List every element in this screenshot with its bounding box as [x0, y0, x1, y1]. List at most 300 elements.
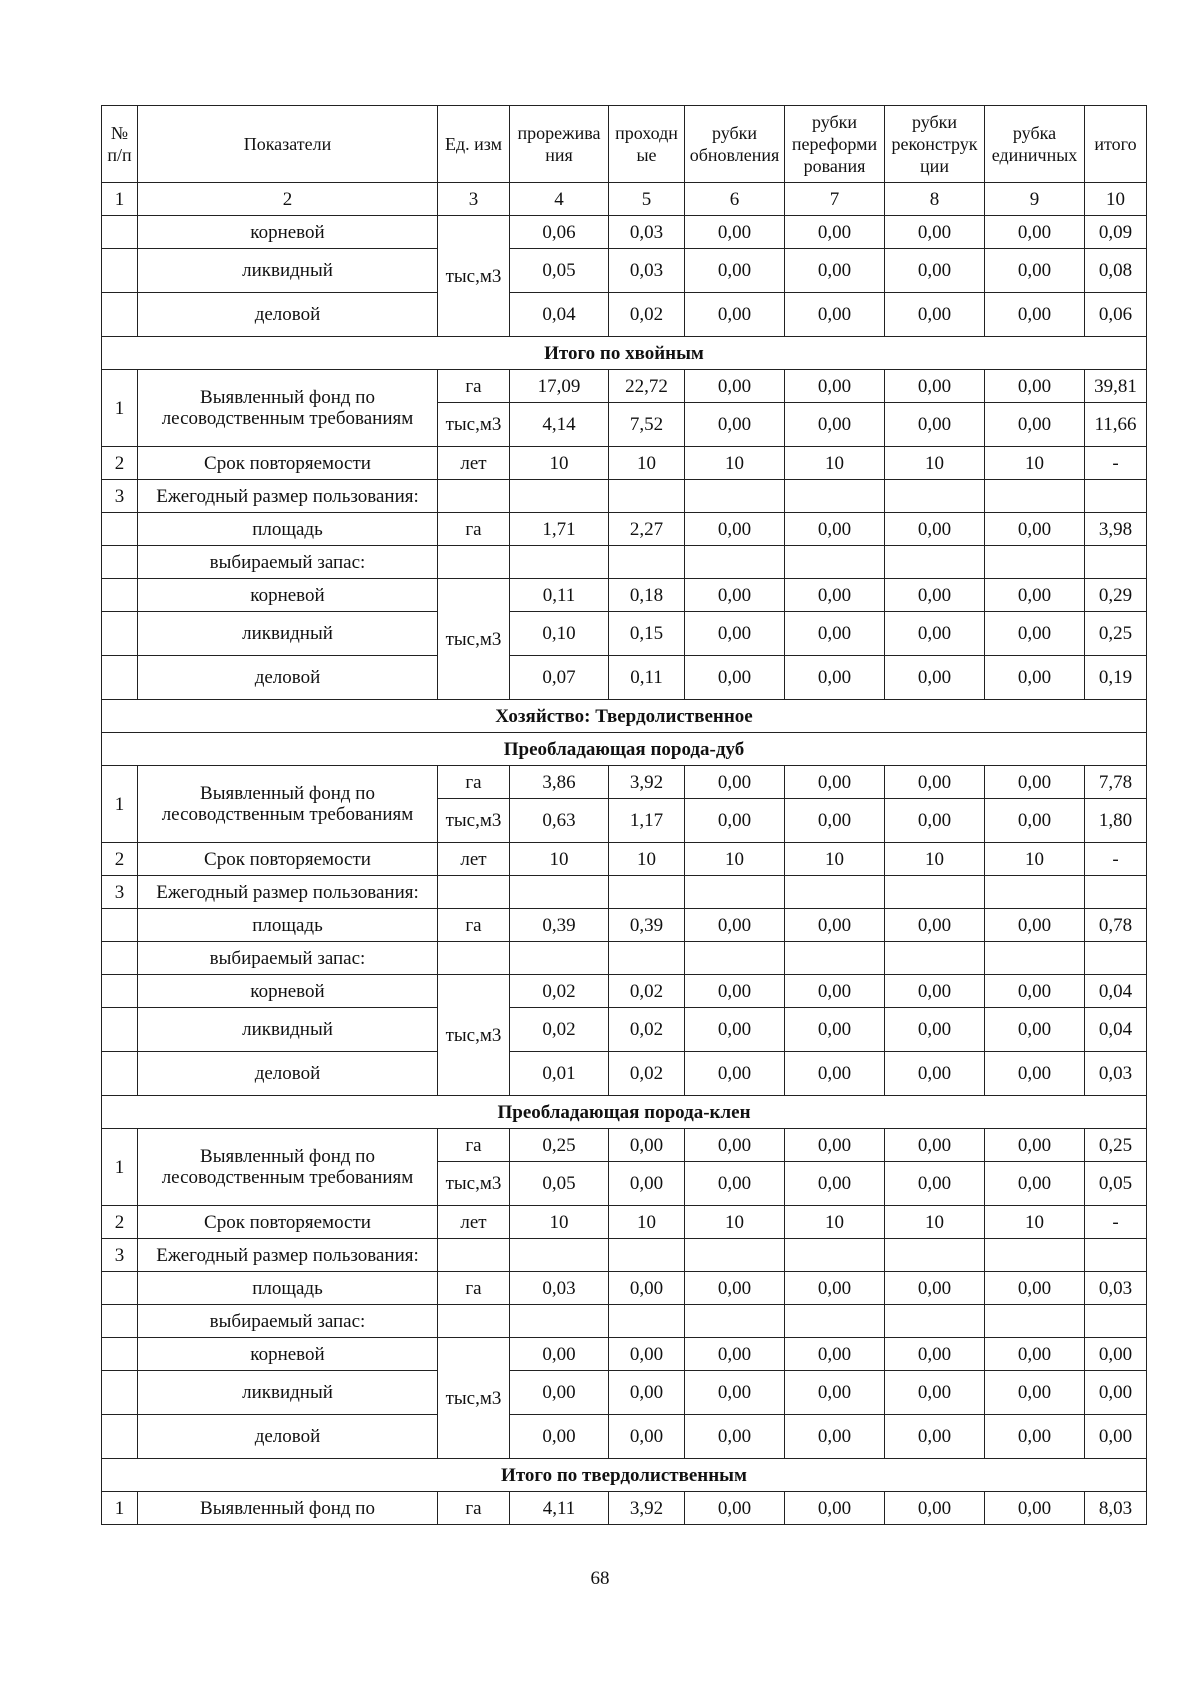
- empty-cell: [510, 876, 609, 909]
- row-number: 2: [102, 1206, 138, 1239]
- row-number: 3: [102, 1239, 138, 1272]
- value-cell: 10: [885, 1206, 985, 1239]
- value-cell: 0,00: [885, 370, 985, 403]
- table-row: [102, 876, 1147, 909]
- value-cell: 0,00: [985, 1371, 1085, 1415]
- section-title: Преобладающая порода-дуб: [102, 733, 1147, 766]
- value-cell: 10: [510, 843, 609, 876]
- value-cell: 0,00: [685, 1338, 785, 1371]
- value-cell: 0,00: [685, 403, 785, 447]
- value-cell: 0,02: [609, 1052, 685, 1096]
- table-row: [102, 656, 1147, 700]
- value-cell: 0,00: [885, 1052, 985, 1096]
- column-header: итого: [1085, 106, 1147, 183]
- value-cell: 10: [785, 1206, 885, 1239]
- empty-cell: [102, 1338, 138, 1371]
- value-cell: 0,00: [885, 293, 985, 337]
- column-number: 4: [510, 183, 609, 216]
- value-cell: 0,02: [609, 293, 685, 337]
- empty-cell: [510, 1239, 609, 1272]
- value-cell: 0,00: [985, 1492, 1085, 1525]
- empty-cell: [102, 249, 138, 293]
- column-header: рубка единичных: [985, 106, 1085, 183]
- table-row: [102, 766, 1147, 799]
- value-cell: 0,00: [609, 1272, 685, 1305]
- column-number: 8: [885, 183, 985, 216]
- empty-cell: [102, 579, 138, 612]
- value-cell: 0,00: [609, 1371, 685, 1415]
- value-cell: 0,00: [985, 1008, 1085, 1052]
- value-cell: 0,00: [785, 975, 885, 1008]
- value-cell: 4,14: [510, 403, 609, 447]
- empty-cell: [510, 480, 609, 513]
- table-row: [102, 975, 1147, 1008]
- table-row: [102, 1415, 1147, 1459]
- value-cell: 0,00: [785, 766, 885, 799]
- empty-cell: [685, 546, 785, 579]
- table-row: [102, 909, 1147, 942]
- empty-cell: [1085, 942, 1147, 975]
- value-cell: 0,00: [609, 1338, 685, 1371]
- unit-cell: тыс,м3: [438, 579, 510, 700]
- column-header: проходн ые: [609, 106, 685, 183]
- empty-cell: [102, 909, 138, 942]
- value-cell: 0,00: [609, 1415, 685, 1459]
- value-cell: 0,39: [510, 909, 609, 942]
- value-cell: 0,00: [685, 656, 785, 700]
- value-cell: 0,00: [785, 612, 885, 656]
- value-cell: 0,00: [885, 1492, 985, 1525]
- indicator-label: Ежегодный размер пользования:: [138, 1239, 438, 1272]
- value-cell: 0,00: [985, 1052, 1085, 1096]
- empty-cell: [985, 1305, 1085, 1338]
- empty-cell: [685, 876, 785, 909]
- value-cell: 0,00: [885, 1338, 985, 1371]
- table-row: [102, 843, 1147, 876]
- value-cell: 0,00: [985, 216, 1085, 249]
- indicator-label: Выявленный фонд по лесоводственным требованиям: [138, 1129, 438, 1206]
- table-row: [102, 1371, 1147, 1415]
- value-cell: 0,00: [785, 1492, 885, 1525]
- value-cell: 0,00: [685, 612, 785, 656]
- section-row: [102, 700, 1147, 733]
- value-cell: 0,00: [785, 1371, 885, 1415]
- value-cell: 0,00: [510, 1415, 609, 1459]
- value-cell: 10: [609, 447, 685, 480]
- column-header: Ед. изм: [438, 106, 510, 183]
- empty-cell: [885, 1305, 985, 1338]
- value-cell: -: [1085, 1206, 1147, 1239]
- value-cell: 0,00: [785, 1162, 885, 1206]
- value-cell: 0,00: [985, 1162, 1085, 1206]
- unit-cell: га: [438, 1129, 510, 1162]
- value-cell: 0,02: [510, 975, 609, 1008]
- indicator-label: корневой: [138, 579, 438, 612]
- value-cell: 0,00: [685, 1129, 785, 1162]
- value-cell: 0,00: [885, 1129, 985, 1162]
- unit-cell: лет: [438, 447, 510, 480]
- value-cell: 7,78: [1085, 766, 1147, 799]
- row-number: 3: [102, 480, 138, 513]
- section-row: [102, 337, 1147, 370]
- value-cell: 0,00: [685, 766, 785, 799]
- value-cell: 22,72: [609, 370, 685, 403]
- value-cell: 0,06: [1085, 293, 1147, 337]
- table-row: [102, 447, 1147, 480]
- value-cell: 0,00: [785, 513, 885, 546]
- value-cell: 0,25: [1085, 1129, 1147, 1162]
- value-cell: 3,92: [609, 766, 685, 799]
- indicator-label: корневой: [138, 216, 438, 249]
- value-cell: 0,19: [1085, 656, 1147, 700]
- row-number: 1: [102, 370, 138, 447]
- value-cell: 10: [685, 1206, 785, 1239]
- value-cell: 0,00: [785, 656, 885, 700]
- unit-cell: га: [438, 909, 510, 942]
- value-cell: 0,03: [609, 249, 685, 293]
- value-cell: 0,00: [785, 370, 885, 403]
- value-cell: 0,11: [510, 579, 609, 612]
- empty-cell: [785, 876, 885, 909]
- empty-cell: [609, 480, 685, 513]
- unit-cell: га: [438, 370, 510, 403]
- indicator-label: Срок повторяемости: [138, 447, 438, 480]
- empty-cell: [102, 216, 138, 249]
- empty-cell: [102, 612, 138, 656]
- value-cell: 0,00: [785, 1415, 885, 1459]
- table-row: [102, 216, 1147, 249]
- value-cell: 3,86: [510, 766, 609, 799]
- column-number-row: [102, 183, 1147, 216]
- value-cell: 0,00: [885, 612, 985, 656]
- value-cell: 0,00: [885, 1162, 985, 1206]
- value-cell: 1,17: [609, 799, 685, 843]
- value-cell: 0,00: [985, 799, 1085, 843]
- value-cell: 0,00: [885, 1272, 985, 1305]
- empty-cell: [102, 513, 138, 546]
- empty-cell: [685, 480, 785, 513]
- empty-cell: [102, 1305, 138, 1338]
- table-row: [102, 1239, 1147, 1272]
- value-cell: 0,00: [985, 403, 1085, 447]
- empty-cell: [510, 1305, 609, 1338]
- column-header: № п/п: [102, 106, 138, 183]
- value-cell: 10: [609, 1206, 685, 1239]
- empty-cell: [102, 1415, 138, 1459]
- empty-cell: [438, 942, 510, 975]
- value-cell: 0,00: [985, 1338, 1085, 1371]
- value-cell: 0,00: [1085, 1415, 1147, 1459]
- value-cell: 0,78: [1085, 909, 1147, 942]
- value-cell: 0,18: [609, 579, 685, 612]
- value-cell: 0,00: [685, 513, 785, 546]
- value-cell: -: [1085, 447, 1147, 480]
- row-number: 2: [102, 447, 138, 480]
- unit-cell: га: [438, 1272, 510, 1305]
- row-number: 2: [102, 843, 138, 876]
- table-row: [102, 942, 1147, 975]
- row-number: 3: [102, 876, 138, 909]
- value-cell: 0,10: [510, 612, 609, 656]
- value-cell: 3,92: [609, 1492, 685, 1525]
- value-cell: 0,07: [510, 656, 609, 700]
- column-number: 6: [685, 183, 785, 216]
- indicator-label: деловой: [138, 1415, 438, 1459]
- empty-cell: [685, 942, 785, 975]
- unit-cell: лет: [438, 1206, 510, 1239]
- empty-cell: [785, 1239, 885, 1272]
- section-title: Хозяйство: Твердолиственное: [102, 700, 1147, 733]
- indicator-label: деловой: [138, 656, 438, 700]
- value-cell: 1,71: [510, 513, 609, 546]
- value-cell: 0,00: [785, 403, 885, 447]
- table-body: [102, 106, 1147, 1525]
- value-cell: 10: [510, 447, 609, 480]
- value-cell: 0,00: [785, 1338, 885, 1371]
- value-cell: 8,03: [1085, 1492, 1147, 1525]
- empty-cell: [985, 546, 1085, 579]
- value-cell: 0,00: [985, 513, 1085, 546]
- unit-cell: га: [438, 1492, 510, 1525]
- table-row: [102, 480, 1147, 513]
- value-cell: 0,00: [985, 1415, 1085, 1459]
- unit-cell: тыс,м3: [438, 975, 510, 1096]
- value-cell: 10: [685, 447, 785, 480]
- value-cell: 10: [985, 1206, 1085, 1239]
- value-cell: 0,39: [609, 909, 685, 942]
- unit-cell: тыс,м3: [438, 1338, 510, 1459]
- value-cell: 0,00: [685, 216, 785, 249]
- value-cell: 0,00: [510, 1338, 609, 1371]
- unit-cell: лет: [438, 843, 510, 876]
- empty-cell: [1085, 480, 1147, 513]
- value-cell: 0,00: [785, 216, 885, 249]
- empty-cell: [609, 1239, 685, 1272]
- value-cell: 0,00: [985, 656, 1085, 700]
- value-cell: 0,03: [510, 1272, 609, 1305]
- unit-cell: га: [438, 513, 510, 546]
- empty-cell: [102, 1008, 138, 1052]
- value-cell: 0,05: [1085, 1162, 1147, 1206]
- value-cell: 0,08: [1085, 249, 1147, 293]
- value-cell: 4,11: [510, 1492, 609, 1525]
- value-cell: 10: [785, 843, 885, 876]
- value-cell: 0,00: [785, 579, 885, 612]
- value-cell: 10: [985, 447, 1085, 480]
- empty-cell: [102, 975, 138, 1008]
- unit-cell: га: [438, 766, 510, 799]
- value-cell: 0,05: [510, 249, 609, 293]
- value-cell: 0,02: [609, 1008, 685, 1052]
- value-cell: 0,00: [1085, 1338, 1147, 1371]
- value-cell: 0,05: [510, 1162, 609, 1206]
- unit-cell: тыс,м3: [438, 403, 510, 447]
- empty-cell: [1085, 546, 1147, 579]
- table-row: [102, 579, 1147, 612]
- value-cell: 0,00: [785, 799, 885, 843]
- value-cell: 0,00: [685, 370, 785, 403]
- column-number: 10: [1085, 183, 1147, 216]
- table-row: [102, 1305, 1147, 1338]
- value-cell: 0,29: [1085, 579, 1147, 612]
- value-cell: 0,04: [1085, 975, 1147, 1008]
- value-cell: 0,00: [685, 579, 785, 612]
- value-cell: 0,00: [985, 1129, 1085, 1162]
- value-cell: 0,63: [510, 799, 609, 843]
- value-cell: 0,00: [785, 1052, 885, 1096]
- empty-cell: [685, 1305, 785, 1338]
- value-cell: 3,98: [1085, 513, 1147, 546]
- value-cell: 0,00: [685, 1371, 785, 1415]
- section-row: [102, 733, 1147, 766]
- table-row: [102, 1008, 1147, 1052]
- value-cell: 0,00: [885, 1371, 985, 1415]
- indicator-label: площадь: [138, 1272, 438, 1305]
- value-cell: 0,00: [785, 249, 885, 293]
- value-cell: 0,00: [885, 975, 985, 1008]
- empty-cell: [510, 546, 609, 579]
- section-title: Итого по твердолиственным: [102, 1459, 1147, 1492]
- empty-cell: [785, 546, 885, 579]
- value-cell: 10: [885, 447, 985, 480]
- indicator-label: Ежегодный размер пользования:: [138, 876, 438, 909]
- value-cell: 0,00: [785, 909, 885, 942]
- table-row: [102, 612, 1147, 656]
- empty-cell: [885, 1239, 985, 1272]
- table-row: [102, 1338, 1147, 1371]
- value-cell: 0,03: [609, 216, 685, 249]
- value-cell: -: [1085, 843, 1147, 876]
- value-cell: 0,25: [510, 1129, 609, 1162]
- unit-cell: тыс,м3: [438, 799, 510, 843]
- value-cell: 10: [785, 447, 885, 480]
- empty-cell: [1085, 876, 1147, 909]
- table-row: [102, 546, 1147, 579]
- indicator-label: Выявленный фонд по лесоводственным требованиям: [138, 766, 438, 843]
- value-cell: 0,03: [1085, 1272, 1147, 1305]
- table-row: [102, 293, 1147, 337]
- value-cell: 0,00: [885, 579, 985, 612]
- column-number: 9: [985, 183, 1085, 216]
- indicator-label: ликвидный: [138, 249, 438, 293]
- column-number: 7: [785, 183, 885, 216]
- value-cell: 0,00: [685, 975, 785, 1008]
- value-cell: 0,00: [885, 249, 985, 293]
- value-cell: 0,00: [685, 1415, 785, 1459]
- row-number: 1: [102, 766, 138, 843]
- value-cell: 0,00: [985, 975, 1085, 1008]
- value-cell: 0,00: [885, 513, 985, 546]
- indicator-label: площадь: [138, 909, 438, 942]
- forest-use-table: [101, 105, 1147, 1525]
- empty-cell: [685, 1239, 785, 1272]
- empty-cell: [1085, 1305, 1147, 1338]
- value-cell: 0,00: [685, 293, 785, 337]
- empty-cell: [985, 1239, 1085, 1272]
- empty-cell: [609, 942, 685, 975]
- value-cell: 0,04: [510, 293, 609, 337]
- empty-cell: [102, 656, 138, 700]
- value-cell: 0,00: [885, 909, 985, 942]
- section-row: [102, 1096, 1147, 1129]
- indicator-label: выбираемый запас:: [138, 546, 438, 579]
- empty-cell: [102, 1371, 138, 1415]
- empty-cell: [985, 876, 1085, 909]
- table-row: [102, 370, 1147, 403]
- empty-cell: [785, 480, 885, 513]
- value-cell: 0,00: [885, 766, 985, 799]
- empty-cell: [885, 480, 985, 513]
- empty-cell: [785, 1305, 885, 1338]
- value-cell: 0,00: [985, 579, 1085, 612]
- empty-cell: [102, 1052, 138, 1096]
- value-cell: 0,02: [510, 1008, 609, 1052]
- value-cell: 7,52: [609, 403, 685, 447]
- column-header: рубки реконструк ции: [885, 106, 985, 183]
- value-cell: 0,00: [685, 909, 785, 942]
- value-cell: 0,00: [685, 1272, 785, 1305]
- value-cell: 10: [685, 843, 785, 876]
- value-cell: 0,00: [785, 293, 885, 337]
- column-number: 3: [438, 183, 510, 216]
- value-cell: 0,00: [609, 1162, 685, 1206]
- unit-cell: тыс,м3: [438, 1162, 510, 1206]
- section-title: Преобладающая порода-клен: [102, 1096, 1147, 1129]
- value-cell: 0,06: [510, 216, 609, 249]
- table-row: [102, 1052, 1147, 1096]
- unit-cell: тыс,м3: [438, 216, 510, 337]
- empty-cell: [438, 1239, 510, 1272]
- header-row: [102, 106, 1147, 183]
- column-number: 1: [102, 183, 138, 216]
- indicator-label: Срок повторяемости: [138, 843, 438, 876]
- page-number: 68: [590, 1568, 610, 1589]
- value-cell: 0,00: [985, 293, 1085, 337]
- indicator-label: Выявленный фонд по: [138, 1492, 438, 1525]
- value-cell: 17,09: [510, 370, 609, 403]
- value-cell: 0,00: [685, 1052, 785, 1096]
- value-cell: 0,25: [1085, 612, 1147, 656]
- column-header: рубки переформи рования: [785, 106, 885, 183]
- table-row: [102, 1272, 1147, 1305]
- empty-cell: [609, 546, 685, 579]
- empty-cell: [609, 876, 685, 909]
- value-cell: 10: [985, 843, 1085, 876]
- value-cell: 0,00: [885, 1415, 985, 1459]
- indicator-label: выбираемый запас:: [138, 942, 438, 975]
- indicator-label: ликвидный: [138, 612, 438, 656]
- value-cell: 0,00: [785, 1272, 885, 1305]
- indicator-label: Срок повторяемости: [138, 1206, 438, 1239]
- indicator-label: корневой: [138, 975, 438, 1008]
- value-cell: 0,00: [685, 1008, 785, 1052]
- indicator-label: деловой: [138, 1052, 438, 1096]
- value-cell: 0,00: [785, 1129, 885, 1162]
- empty-cell: [985, 480, 1085, 513]
- value-cell: 0,09: [1085, 216, 1147, 249]
- empty-cell: [102, 546, 138, 579]
- value-cell: 0,00: [685, 249, 785, 293]
- value-cell: 0,00: [885, 216, 985, 249]
- table-row: [102, 513, 1147, 546]
- value-cell: 0,00: [685, 799, 785, 843]
- empty-cell: [885, 546, 985, 579]
- indicator-label: выбираемый запас:: [138, 1305, 438, 1338]
- value-cell: 0,11: [609, 656, 685, 700]
- value-cell: 0,00: [685, 1162, 785, 1206]
- value-cell: 0,00: [985, 370, 1085, 403]
- empty-cell: [438, 546, 510, 579]
